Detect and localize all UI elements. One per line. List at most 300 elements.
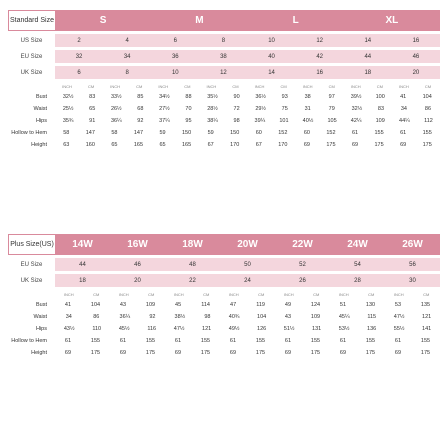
measurement-value: 61	[119, 338, 127, 344]
measurement-pair	[248, 130, 296, 136]
measurement-value: 47½	[393, 314, 405, 320]
measurement-value: 90	[233, 94, 240, 100]
measurement-value: 29½	[255, 106, 267, 112]
measurement-pair	[296, 130, 344, 136]
measurement-value: 101	[279, 118, 289, 124]
size-value: 12	[316, 37, 324, 44]
measurement-value: 45	[175, 302, 182, 308]
uk-size-row	[8, 66, 440, 79]
size-value: 36	[171, 53, 179, 60]
measurement-value: 41	[400, 94, 407, 100]
plus-size-header	[8, 234, 440, 255]
unit-label: CM	[232, 84, 239, 89]
measurement-pair	[385, 314, 440, 320]
size-label: 24W	[347, 239, 368, 250]
measurement-value: 152	[278, 130, 288, 136]
measurement-pair	[220, 338, 275, 344]
size-value: 38	[220, 53, 227, 60]
measurement-pair	[275, 302, 330, 308]
measurement-pair	[392, 106, 440, 112]
measurement-value: 35¾	[62, 118, 74, 124]
measurement-label: Height	[31, 350, 47, 356]
unit-label: INCH	[173, 292, 184, 297]
measurement-value: 36¼	[110, 118, 122, 124]
measurement-value: 41	[64, 302, 72, 308]
measurement-pair	[248, 142, 296, 148]
measurement-value: 175	[365, 350, 376, 356]
measurement-value: 26½	[110, 106, 122, 112]
measurement-pair	[220, 314, 275, 320]
measurement-value: 130	[365, 302, 376, 308]
unit-label: INCH	[254, 84, 265, 89]
measurement-value: 104	[422, 94, 432, 100]
measurement-value: 141	[422, 326, 432, 332]
measurement-pair	[392, 130, 440, 136]
measurement-value: 43	[119, 302, 127, 308]
measurement-row-waist	[8, 103, 440, 115]
measurement-pair	[55, 130, 103, 136]
measurement-value: 61	[394, 338, 402, 344]
unit-label: CM	[136, 84, 143, 89]
measurement-pair	[103, 106, 151, 112]
eu-size-row	[8, 50, 440, 63]
measurement-pair	[330, 314, 385, 320]
measurement-value: 61	[339, 338, 347, 344]
measurement-pair	[110, 326, 165, 332]
measurement-value: 49½	[228, 326, 240, 332]
unit-label: INCH	[393, 292, 404, 297]
measurement-row-height	[8, 347, 440, 359]
measurement-value: 135	[420, 302, 431, 308]
size-value: 4	[125, 37, 129, 44]
measurement-pair	[248, 94, 296, 100]
measurement-pair	[392, 142, 440, 148]
unit-label: INCH	[206, 84, 217, 89]
unit-label: CM	[328, 84, 335, 89]
size-value: 8	[221, 37, 226, 44]
size-value: 44	[79, 261, 86, 268]
measurement-value: 33½	[110, 94, 122, 100]
measurement-value: 155	[255, 338, 266, 344]
measurement-value: 175	[422, 142, 432, 148]
measurement-value: 150	[230, 130, 240, 136]
measurement-pair	[296, 106, 344, 112]
size-value: 28	[354, 277, 361, 284]
row-label: EU Size	[20, 261, 43, 268]
measurement-value: 175	[145, 350, 156, 356]
measurement-value: 175	[374, 142, 384, 148]
measurement-pair	[344, 130, 392, 136]
measurement-pair	[248, 118, 296, 124]
measurement-label: Hollow to Hem	[11, 130, 47, 136]
measurement-value: 170	[278, 142, 288, 148]
size-value: 14	[364, 37, 372, 44]
measurement-value: 47½	[173, 326, 185, 332]
measurement-value: 105	[327, 118, 337, 124]
measurement-pair	[151, 106, 199, 112]
row-label: UK Size	[20, 69, 43, 76]
unit-label: INCH	[302, 84, 313, 89]
measurement-value: 38½	[174, 314, 186, 320]
size-value: 56	[409, 261, 416, 268]
measurement-pair	[385, 326, 440, 332]
unit-label: CM	[280, 84, 287, 89]
measurement-value: 175	[420, 350, 431, 356]
measurement-value: 92	[137, 118, 144, 124]
size-label: 18W	[182, 239, 203, 250]
measurement-value: 58	[111, 130, 118, 136]
measurement-value: 86	[93, 314, 100, 320]
measurement-label: Hips	[35, 326, 47, 332]
measurement-pair	[199, 130, 247, 136]
measurement-rows	[8, 299, 440, 359]
unit-header-row	[8, 290, 440, 299]
measurement-value: 45½	[118, 326, 130, 332]
measurement-value: 31	[304, 106, 311, 112]
measurement-value: 93	[281, 94, 288, 100]
size-value: 42	[316, 53, 324, 60]
measurement-pair	[199, 142, 247, 148]
eu-size-row	[8, 258, 440, 271]
measurement-value: 110	[92, 326, 102, 332]
measurement-value: 38¼	[207, 118, 218, 124]
measurement-pair	[296, 94, 344, 100]
measurement-pair	[151, 118, 199, 124]
measurement-value: 44¼	[399, 118, 410, 124]
size-label: 14W	[72, 239, 93, 250]
measurement-value: 72	[233, 106, 240, 112]
unit-values	[55, 82, 440, 91]
measurement-value: 100	[375, 94, 385, 100]
measurement-value: 58	[63, 130, 70, 136]
measurement-value: 109	[310, 314, 321, 320]
size-value: 46	[134, 261, 141, 268]
measurement-pair	[55, 106, 103, 112]
measurement-pair	[165, 314, 220, 320]
measurement-pair	[330, 338, 385, 344]
measurement-value: 175	[200, 350, 211, 356]
measurement-pair	[151, 130, 199, 136]
measurement-value: 126	[257, 326, 267, 332]
measurement-value: 59	[207, 130, 214, 136]
measurement-value: 51½	[283, 326, 295, 332]
measurement-value: 95	[185, 118, 192, 124]
row-label: UK Size	[20, 277, 43, 284]
measurement-value: 147	[85, 130, 95, 136]
measurement-value: 61	[64, 338, 72, 344]
measurement-pair	[55, 302, 110, 308]
unit-label: INCH	[63, 292, 74, 297]
standard-size-title: Standard Size	[9, 11, 55, 30]
measurement-pair	[330, 302, 385, 308]
measurement-value: 136	[367, 326, 377, 332]
measurement-pair	[199, 106, 247, 112]
measurement-value: 115	[367, 314, 377, 320]
measurement-value: 165	[133, 142, 144, 148]
measurement-pair	[392, 94, 440, 100]
measurement-value: 60	[303, 130, 310, 136]
size-value: 2	[77, 37, 81, 44]
size-label: 20W	[237, 239, 258, 250]
measurement-value: 170	[230, 142, 240, 148]
measurement-value: 69	[174, 350, 182, 356]
measurement-row-hips	[8, 323, 440, 335]
measurement-pair	[344, 118, 392, 124]
unit-label: INCH	[158, 84, 169, 89]
measurement-value: 69	[339, 350, 347, 356]
size-value: 52	[299, 261, 306, 268]
measurement-row-hips	[8, 115, 440, 127]
measurement-value: 36½	[255, 94, 267, 100]
measurement-pair	[165, 350, 220, 356]
measurement-value: 155	[310, 338, 321, 344]
measurement-label: Bust	[35, 302, 47, 308]
measurement-value: 75	[281, 106, 288, 112]
measurement-value: 36¼	[119, 314, 131, 320]
size-value: 20	[412, 69, 420, 76]
measurement-value: 34	[400, 106, 407, 112]
measurement-row-hollow-to-hem	[8, 127, 440, 139]
unit-label: CM	[258, 292, 265, 297]
measurement-pair	[103, 118, 151, 124]
measurement-value: 39¼	[254, 118, 266, 124]
measurement-value: 45¼	[338, 314, 350, 320]
size-letter: M	[195, 15, 204, 26]
plus-size-chart	[8, 234, 440, 359]
standard-size-chart	[8, 10, 440, 151]
measurement-value: 112	[424, 118, 433, 124]
measurement-value: 98	[233, 118, 240, 124]
measurement-value: 114	[201, 302, 210, 308]
unit-label: CM	[423, 292, 430, 297]
plus-size-title: Plus Size(US)	[9, 235, 55, 254]
measurement-pair	[151, 94, 199, 100]
measurement-pair	[151, 142, 199, 148]
measurement-pair	[275, 350, 330, 356]
measurement-value: 63	[63, 142, 70, 148]
measurement-label: Hips	[35, 118, 47, 124]
measurement-value: 155	[374, 130, 384, 136]
measurement-value: 59	[159, 130, 166, 136]
size-value: 16	[412, 37, 420, 44]
measurement-value: 32½	[351, 106, 363, 112]
measurement-value: 79	[328, 106, 335, 112]
measurement-row-bust	[8, 91, 440, 103]
unit-label: INCH	[283, 292, 294, 297]
measurement-pair	[165, 326, 220, 332]
measurement-pair	[344, 94, 392, 100]
measurement-value: 65	[89, 106, 96, 112]
measurement-value: 69	[284, 350, 292, 356]
measurement-label: Bust	[35, 94, 47, 100]
measurement-value: 152	[326, 130, 336, 136]
size-value: 34	[123, 53, 131, 60]
unit-label: CM	[148, 292, 155, 297]
measurement-value: 40¾	[228, 314, 240, 320]
unit-header-row	[8, 82, 440, 91]
measurement-value: 91	[89, 118, 96, 124]
measurement-pair	[220, 326, 275, 332]
measurement-value: 92	[149, 314, 156, 320]
measurement-value: 27½	[159, 106, 170, 112]
size-value: 20	[134, 277, 141, 284]
measurement-value: 160	[85, 142, 95, 148]
unit-label: INCH	[338, 292, 349, 297]
row-values	[55, 274, 440, 287]
measurement-pair	[165, 302, 220, 308]
measurement-value: 175	[326, 142, 336, 148]
unit-label: CM	[184, 84, 191, 89]
size-value: 10	[268, 37, 275, 44]
measurement-value: 109	[145, 302, 156, 308]
size-letter: S	[99, 15, 107, 26]
unit-label: CM	[368, 292, 375, 297]
measurement-value: 83	[89, 94, 96, 100]
unit-label: CM	[87, 84, 95, 89]
measurement-pair	[344, 142, 392, 148]
measurement-value: 124	[310, 302, 321, 308]
measurement-value: 131	[312, 326, 322, 332]
measurement-pair	[296, 142, 344, 148]
standard-size-letters	[55, 15, 440, 26]
measurement-value: 155	[420, 338, 431, 344]
measurement-value: 155	[422, 130, 432, 136]
measurement-value: 155	[200, 338, 211, 344]
unit-label: INCH	[118, 292, 129, 297]
measurement-pair	[110, 314, 165, 320]
measurement-value: 43	[284, 314, 292, 320]
measurement-pair	[344, 106, 392, 112]
measurement-pair	[296, 118, 344, 124]
size-label: 26W	[402, 239, 423, 250]
measurement-value: 25½	[62, 106, 74, 112]
measurement-value: 104	[257, 314, 267, 320]
unit-label: CM	[313, 292, 320, 297]
measurement-pair	[330, 326, 385, 332]
measurement-pair	[55, 94, 103, 100]
measurement-row-bust	[8, 299, 440, 311]
row-values	[55, 34, 440, 47]
measurement-value: 155	[145, 338, 156, 344]
measurement-pair	[275, 338, 330, 344]
unit-label: CM	[424, 84, 432, 89]
measurement-pair	[385, 338, 440, 344]
size-value: 54	[354, 261, 361, 268]
uk-size-row	[8, 274, 440, 287]
measurement-value: 61	[229, 338, 237, 344]
measurement-value: 86	[424, 106, 432, 112]
measurement-pair	[55, 142, 103, 148]
measurement-value: 175	[310, 350, 321, 356]
measurement-value: 32½	[62, 94, 74, 100]
measurement-pair	[330, 350, 385, 356]
measurement-value: 53	[394, 302, 402, 308]
measurement-value: 165	[181, 142, 192, 148]
measurement-value: 61	[174, 338, 182, 344]
measurement-value: 47	[230, 302, 237, 308]
size-value: 30	[409, 277, 416, 284]
size-value: 50	[244, 261, 251, 268]
size-value: 6	[77, 69, 81, 76]
size-value: 10	[171, 69, 179, 76]
measurement-value: 83	[377, 106, 385, 112]
plus-size-letters	[55, 239, 440, 250]
unit-label: INCH	[350, 84, 361, 89]
size-value: 12	[220, 69, 227, 76]
measurement-value: 67	[255, 142, 262, 148]
row-values	[55, 66, 440, 79]
measurement-pair	[103, 142, 151, 148]
measurement-value: 69	[64, 350, 72, 356]
measurement-pair	[55, 338, 110, 344]
measurement-value: 39½	[350, 94, 362, 100]
measurement-pair	[392, 118, 440, 124]
row-label: EU Size	[20, 53, 43, 60]
size-letter: XL	[385, 15, 399, 26]
measurement-rows	[8, 91, 440, 151]
measurement-value: 69	[119, 350, 127, 356]
measurement-value: 175	[90, 350, 101, 356]
unit-label: INCH	[62, 84, 72, 89]
row-label: US Size	[20, 37, 43, 44]
size-value: 26	[299, 277, 306, 284]
unit-label: INCH	[228, 292, 239, 297]
measurement-pair	[220, 350, 275, 356]
measurement-value: 55½	[393, 326, 405, 332]
measurement-value: 61	[400, 130, 407, 136]
measurement-value: 109	[375, 118, 385, 124]
size-value: 46	[412, 53, 420, 60]
measurement-value: 68	[137, 106, 144, 112]
unit-label: INCH	[110, 84, 121, 89]
measurement-pair	[199, 94, 247, 100]
unit-label: INCH	[399, 84, 409, 89]
measurement-value: 69	[229, 350, 237, 356]
measurement-value: 35½	[207, 94, 218, 100]
measurement-label: Waist	[33, 106, 47, 112]
measurement-value: 147	[133, 130, 144, 136]
measurement-label: Hollow to Hem	[11, 338, 47, 344]
measurement-pair	[275, 326, 330, 332]
measurement-pair	[275, 314, 330, 320]
measurement-value: 34½	[159, 94, 170, 100]
row-values	[55, 258, 440, 271]
measurement-value: 65	[111, 142, 118, 148]
measurement-value: 34	[65, 314, 72, 320]
measurement-value: 40½	[302, 118, 314, 124]
size-value: 44	[364, 53, 372, 60]
measurement-value: 155	[90, 338, 101, 344]
measurement-pair	[385, 302, 440, 308]
unit-label: CM	[376, 84, 383, 89]
measurement-pair	[165, 338, 220, 344]
measurement-value: 97	[328, 94, 335, 100]
measurement-row-waist	[8, 311, 440, 323]
measurement-value: 69	[400, 142, 407, 148]
measurement-value: 175	[255, 350, 266, 356]
measurement-label: Waist	[33, 314, 47, 320]
size-label: 22W	[292, 239, 313, 250]
measurement-value: 37¼	[159, 118, 170, 124]
unit-values	[55, 290, 440, 299]
measurement-value: 104	[90, 302, 101, 308]
measurement-pair	[55, 350, 110, 356]
measurement-value: 121	[422, 314, 432, 320]
size-value: 18	[79, 277, 86, 284]
measurement-pair	[385, 350, 440, 356]
size-value: 40	[268, 53, 275, 60]
measurement-value: 61	[351, 130, 359, 136]
